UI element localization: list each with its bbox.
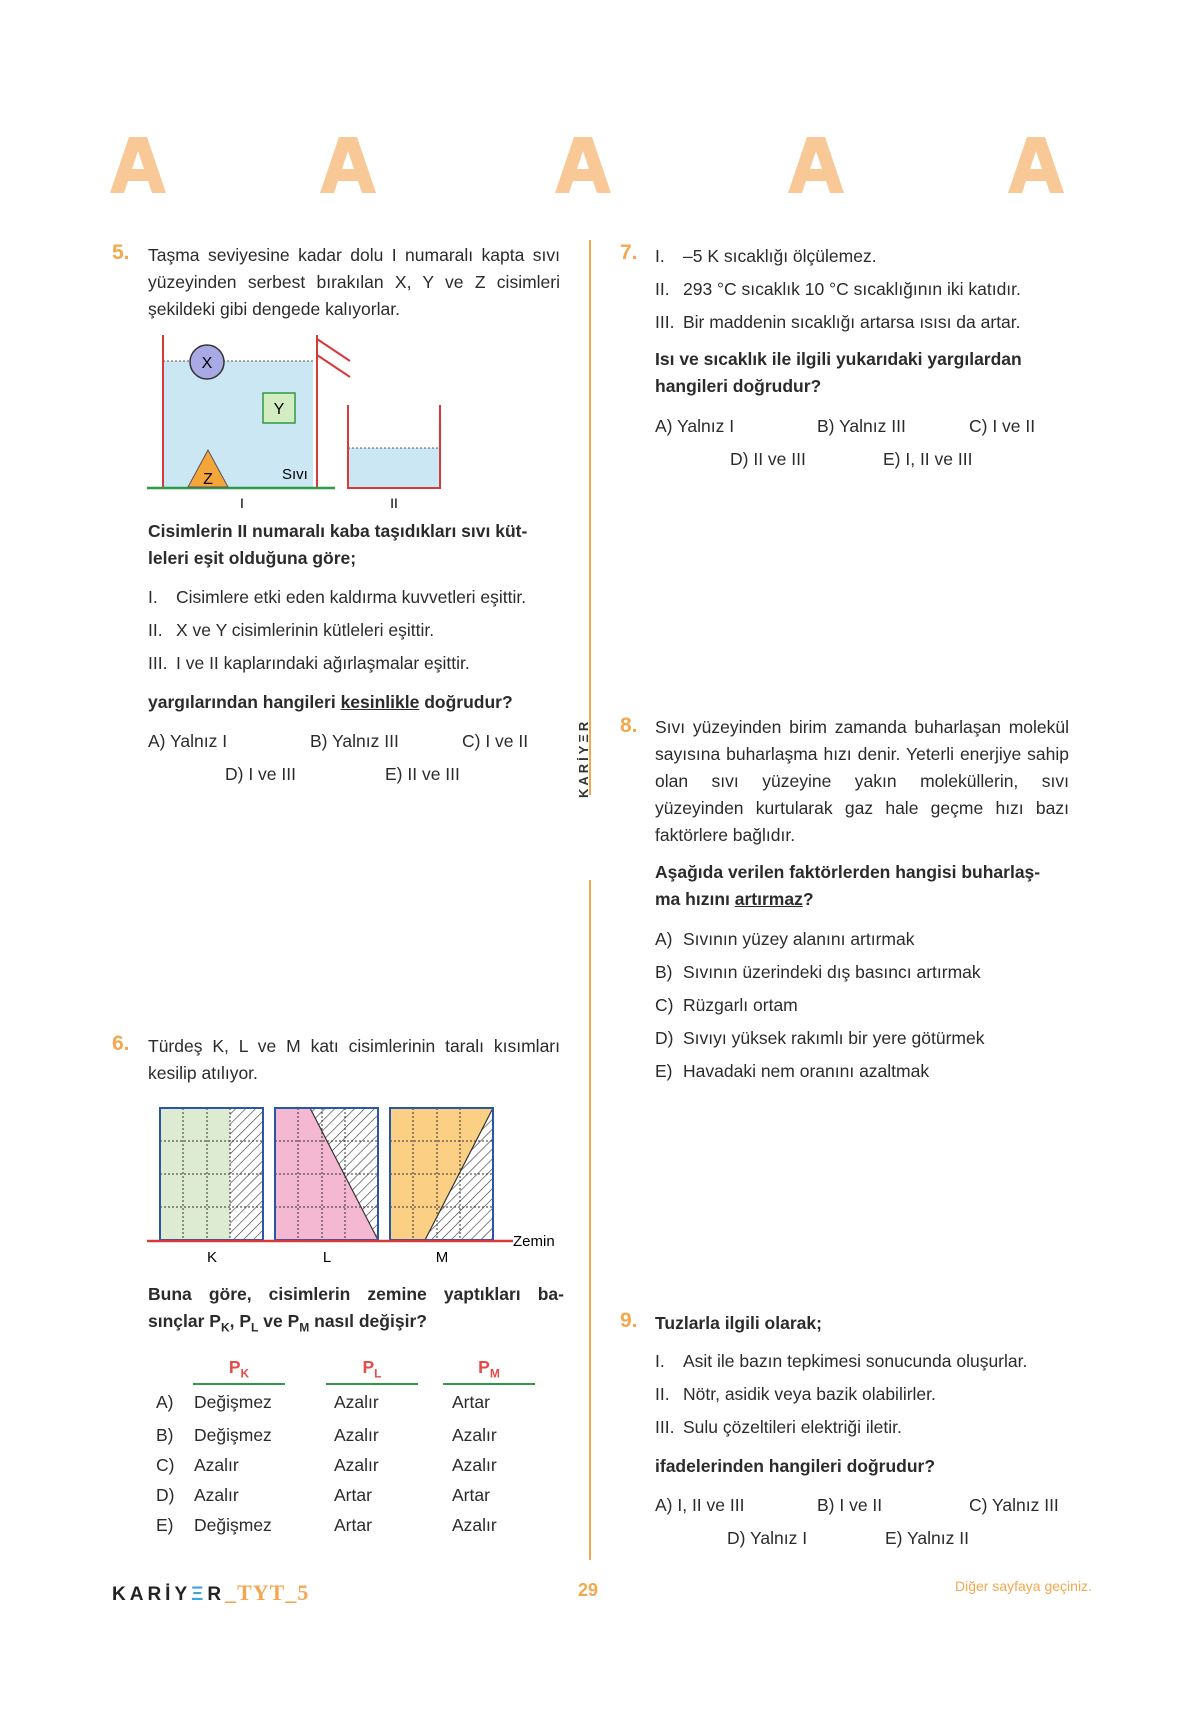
question-line: hangileri doğrudur? <box>655 376 822 396</box>
watermark-letter-a <box>786 135 846 195</box>
brand-text: R <box>207 1584 226 1605</box>
question-number: 5. <box>112 241 130 264</box>
solid-l <box>275 1108 378 1240</box>
answer-option[interactable]: E) II ve III <box>385 764 460 784</box>
question-intro: Türdeş K, L ve M katı cisimlerinin taralı kısımları kesilip atılıyor. <box>148 1036 560 1083</box>
statement-text: Sulu çözeltileri elektriği iletir. <box>683 1417 902 1437</box>
statement-num: III. <box>655 312 675 332</box>
question-text <box>655 859 1075 913</box>
column-header-pl <box>326 1357 418 1385</box>
option-text: Sıvıyı yüksek rakımlı bir yere götürmek <box>683 1028 985 1048</box>
answer-option[interactable]: D) I ve III <box>225 764 296 784</box>
option-pk: Azalır <box>194 1455 239 1475</box>
watermark-letter-a <box>318 135 378 195</box>
question-line <box>148 1308 564 1342</box>
solid-l-label: L <box>322 1249 332 1266</box>
header-sub: K <box>240 1366 250 1381</box>
next-page-note: Diğer sayfaya geçiniz. <box>955 1578 1092 1594</box>
question-line: Buna göre, cisimlerin zemine yaptıkları ba- <box>148 1284 564 1304</box>
answer-option[interactable]: A) Yalnız I <box>655 416 735 436</box>
liquid-label: Sıvı <box>282 466 308 483</box>
option-letter: D) <box>655 1028 674 1048</box>
answer-option[interactable]: B) I ve II <box>817 1495 883 1515</box>
answer-option[interactable] <box>655 993 798 1017</box>
answer-option[interactable]: B) Yalnız III <box>310 731 399 751</box>
answer-option[interactable]: A) Yalnız I <box>148 731 228 751</box>
statement-num: I. <box>655 246 665 266</box>
column-header-pk <box>193 1357 285 1385</box>
option-pm: Azalır <box>452 1515 497 1535</box>
vessel-2-label: II <box>390 495 398 511</box>
statement <box>655 310 1021 334</box>
option-pl: Azalır <box>334 1392 379 1412</box>
column-divider <box>589 240 591 795</box>
question-line <box>655 886 1075 913</box>
question-intro: Taşma seviyesine kadar dolu I numaralı kapta sıvı yüzeyinden serbest bırakılan X, Y ve Z cisimleri şekildeki gibi dengede kalıyorlar. <box>148 245 560 319</box>
solids-figure <box>145 1100 565 1270</box>
question-part: ? <box>802 889 814 909</box>
question-emphasis: artırmaz <box>734 889 803 909</box>
question-text <box>148 1281 564 1342</box>
answer-option[interactable] <box>655 1059 929 1083</box>
subscript: L <box>251 1320 259 1335</box>
watermark-letter-a <box>553 135 613 195</box>
option-pk: Değişmez <box>194 1515 272 1535</box>
question-text <box>655 346 1075 400</box>
option-pm: Artar <box>452 1485 490 1505</box>
question-number: 8. <box>620 714 638 737</box>
statement <box>655 277 1021 301</box>
question-line: leleri eşit olduğuna göre; <box>148 548 357 568</box>
brand-e: Ξ <box>191 1584 208 1605</box>
question-part: nasıl değişir? <box>309 1311 427 1331</box>
statement <box>148 585 526 609</box>
question-number: 6. <box>112 1032 130 1055</box>
answer-option[interactable]: C) I ve II <box>969 416 1036 436</box>
question-part: ma hızını <box>655 889 735 909</box>
option-text: Sıvının yüzey alanını artırmak <box>683 929 915 949</box>
statement-text: Nötr, asidik veya bazik olabilirler. <box>683 1384 936 1404</box>
statement-num: III. <box>655 1417 675 1437</box>
option-letter: E) <box>655 1061 673 1081</box>
statement-text: I ve II kaplarındaki ağırlaşmalar eşittir. <box>176 653 470 673</box>
option-text: Havadaki nem oranını azaltmak <box>683 1061 930 1081</box>
header-p: P <box>362 1357 375 1377</box>
watermark-letter-a <box>1006 135 1066 195</box>
statement <box>148 618 434 642</box>
option-pk: Azalır <box>194 1485 239 1505</box>
side-brand: KARİYΞR <box>576 718 591 798</box>
statement-num: II. <box>655 1384 670 1404</box>
watermark-letter-a <box>108 135 168 195</box>
ask-emphasis: kesinlikle <box>340 692 420 712</box>
option-letter[interactable]: D) <box>156 1485 175 1505</box>
answer-option[interactable] <box>655 1026 984 1050</box>
statement-text: Bir maddenin sıcaklığı artarsa ısısı da artar. <box>683 312 1021 332</box>
statement <box>655 1415 902 1439</box>
option-pm: Artar <box>452 1392 490 1412</box>
question-line: Aşağıda verilen faktörlerden hangisi buharlaş- <box>655 862 1041 882</box>
question-number: 7. <box>620 241 638 264</box>
statement-text: Cisimlere etki eden kaldırma kuvvetleri eşittir. <box>176 587 527 607</box>
option-letter[interactable]: A) <box>156 1392 174 1412</box>
option-pm: Azalır <box>452 1425 497 1445</box>
option-letter: A) <box>655 929 673 949</box>
vessels-figure <box>145 333 455 513</box>
option-pl: Azalır <box>334 1455 379 1475</box>
vessel-1-label: I <box>240 495 244 511</box>
statement-num: III. <box>148 653 168 673</box>
statement-text: –5 K sıcaklığı ölçülemez. <box>683 246 877 266</box>
statement <box>148 651 470 675</box>
ask-text: yargılarından hangileri <box>148 692 341 712</box>
answer-option[interactable]: E) I, II ve III <box>883 449 973 469</box>
header-sub: M <box>489 1366 500 1381</box>
answer-option[interactable]: E) Yalnız II <box>885 1528 969 1548</box>
answer-option[interactable]: D) II ve III <box>730 449 806 469</box>
answer-option[interactable]: A) I, II ve III <box>655 1495 745 1515</box>
footer-brand <box>112 1580 309 1606</box>
answer-option[interactable]: C) Yalnız III <box>969 1495 1059 1515</box>
option-pl: Artar <box>334 1515 372 1535</box>
subscript: M <box>299 1320 310 1335</box>
statement <box>655 244 877 268</box>
solid-m-label: M <box>435 1249 449 1266</box>
header-sub: L <box>374 1366 382 1381</box>
header-p: P <box>228 1357 241 1377</box>
header-p: P <box>478 1357 490 1377</box>
statement-num: II. <box>655 279 670 299</box>
option-pm: Azalır <box>452 1455 497 1475</box>
column-divider <box>589 880 591 1560</box>
solid-m <box>390 1108 493 1240</box>
ground-label: Zemin <box>513 1233 555 1250</box>
option-pl: Artar <box>334 1485 372 1505</box>
object-z-label: Z <box>203 471 213 488</box>
answer-option[interactable]: D) Yalnız I <box>727 1528 808 1548</box>
statement-text: Asit ile bazın tepkimesi sonucunda oluşurlar. <box>683 1351 1028 1371</box>
option-pk: Değişmez <box>194 1392 272 1412</box>
option-pk: Değişmez <box>194 1425 272 1445</box>
solid-k <box>160 1108 263 1240</box>
question-part: ve P <box>258 1311 300 1331</box>
answer-option[interactable]: C) I ve II <box>462 731 529 751</box>
answer-option[interactable] <box>655 927 915 951</box>
statement-text: X ve Y cisimlerinin kütleleri eşittir. <box>176 620 435 640</box>
option-letter: C) <box>655 995 674 1015</box>
solid-k-label: K <box>206 1249 218 1266</box>
option-text: Sıvının üzerindeki dış basıncı artırmak <box>683 962 981 982</box>
option-text: Rüzgarlı ortam <box>683 995 798 1015</box>
answer-option[interactable] <box>655 960 981 984</box>
question-ask <box>148 689 513 716</box>
statement <box>655 1349 1027 1373</box>
object-y-label: Y <box>273 401 285 418</box>
option-letter[interactable]: C) <box>156 1455 175 1475</box>
statement-num: I. <box>148 587 158 607</box>
statement-num: II. <box>148 620 163 640</box>
column-header-pm <box>443 1357 535 1385</box>
option-letter: B) <box>655 962 673 982</box>
brand-text: KARİY <box>112 1584 192 1605</box>
subscript: K <box>220 1320 230 1335</box>
option-letter[interactable]: B) <box>156 1425 174 1445</box>
page-number: 29 <box>578 1580 599 1600</box>
statement-text: 293 °C sıcaklık 10 °C sıcaklığının iki katıdır. <box>683 279 1021 299</box>
question-text <box>148 518 568 572</box>
option-letter[interactable]: E) <box>156 1515 174 1535</box>
question-text: ifadelerinden hangileri doğrudur? <box>655 1456 936 1476</box>
question-line: Isı ve sıcaklık ile ilgili yukarıdaki yargılardan <box>655 349 1022 369</box>
question-part: sınçlar P <box>148 1311 221 1331</box>
question-number: 9. <box>620 1309 638 1332</box>
question-line: Cisimlerin II numaralı kaba taşıdıkları sıvı küt- <box>148 521 528 541</box>
answer-option[interactable]: B) Yalnız III <box>817 416 906 436</box>
statement <box>655 1382 936 1406</box>
question-part: , P <box>229 1311 252 1331</box>
statement-num: I. <box>655 1351 665 1371</box>
question-title: Tuzlarla ilgili olarak; <box>655 1313 822 1333</box>
exam-code: _TYT_5 <box>225 1580 310 1605</box>
option-pl: Azalır <box>334 1425 379 1445</box>
object-x-label: X <box>201 355 213 372</box>
ask-text: doğrudur? <box>419 692 513 712</box>
question-intro: Sıvı yüzeyinden birim zamanda buharlaşan molekül sayısına buharlaşma hızı denir. Yeterli enerjiye sahip olan sıvı yüzeyine yakın moleküllerin, sıvı yüzeyinden kurtularak gaz hale geçme hızı bazı faktörlere bağlıdır. <box>655 717 1069 845</box>
